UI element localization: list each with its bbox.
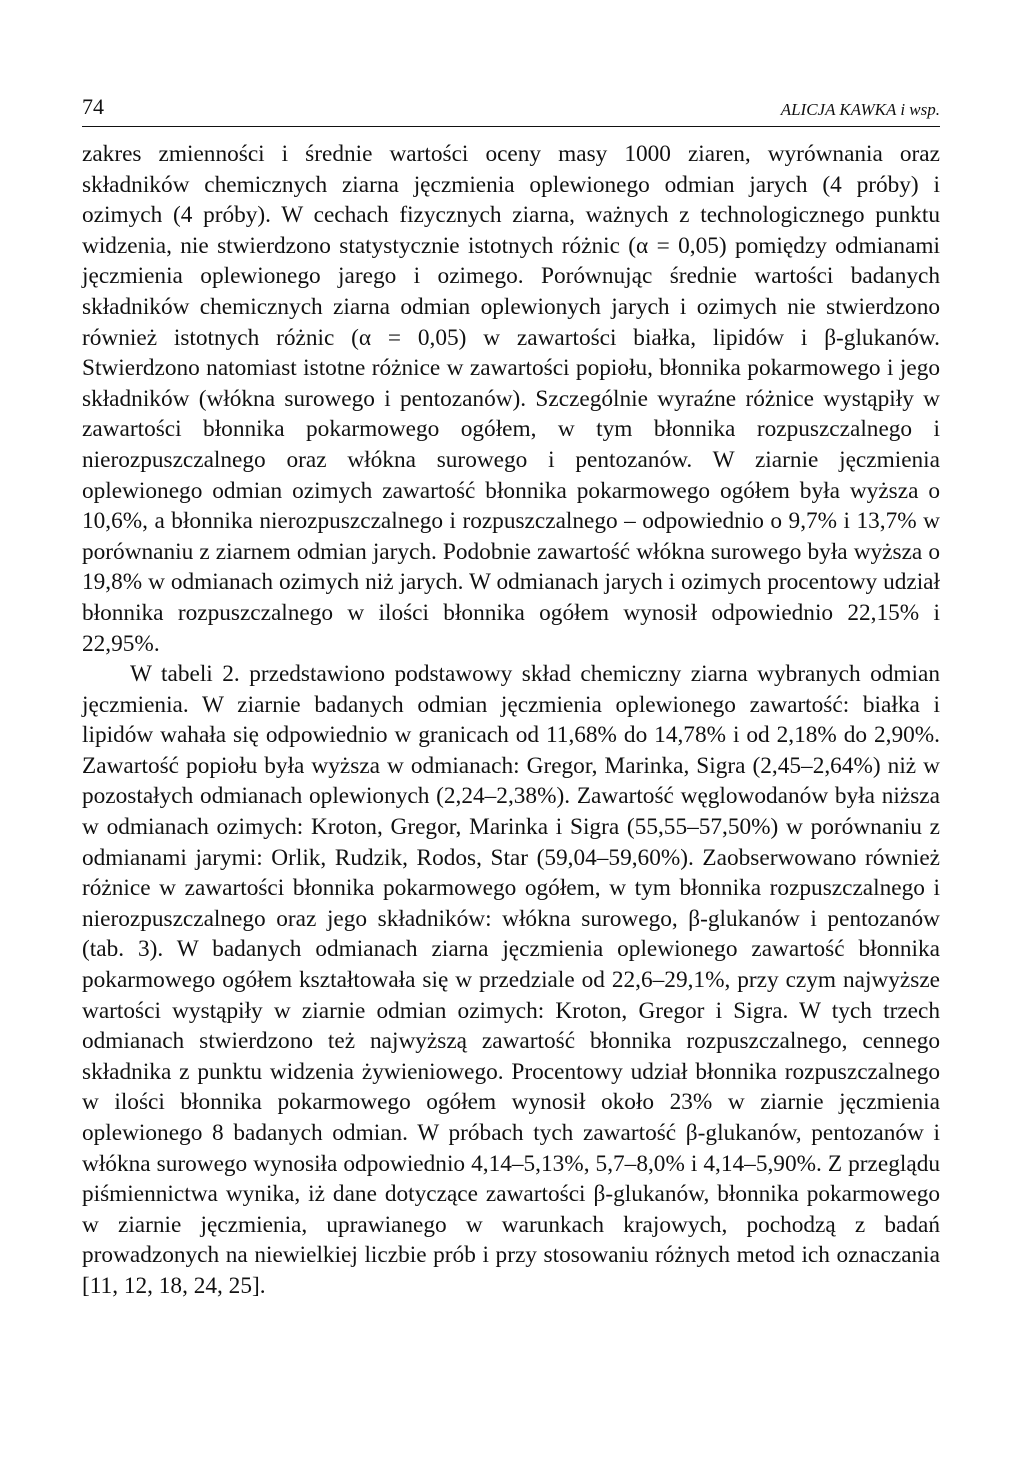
page-number: 74 <box>82 94 104 119</box>
page <box>82 92 940 1302</box>
running-title: ALICJA KAWKA i wsp. <box>780 100 940 119</box>
body-text <box>82 139 940 1302</box>
paragraph-1: zakres zmienności i średnie wartości oceny masy 1000 ziaren, wyrównania oraz składników chemicznych ziarna jęczmienia oplewionego odmian jarych (4 próby) i ozimych (4 próby). W cechach fizycznych ziarna, ważnych z technologicznego punktu widzenia, nie stwierdzono statystycznie istotnych różnic (α = 0,05) pomiędzy odmianami jęczmienia oplewionego jarego i ozimego. Porównując średnie wartości badanych składników chemicznych ziarna odmian oplewionych jarych i ozimych nie stwierdzono również istotnych różnic (α = 0,05) w zawartości białka, lipidów i β-glukanów. Stwierdzono natomiast istotne różnice w zawartości popiołu, błonnika pokarmowego i jego składników (włókna surowego i pentozanów). Szczególnie wyraźne różnice wystąpiły w zawartości błonnika pokarmowego ogółem, w tym błonnika rozpuszczalnego i nierozpuszczalnego oraz włókna surowego i pentozanów. W ziarnie jęczmienia oplewionego odmian ozimych zawartość błonnika pokarmowego ogółem była wyższa o 10,6%, a błonnika nierozpuszczalnego i rozpuszczalnego – odpowiednio o 9,7% i 13,7% w porównaniu z ziarnem odmian jarych. Podobnie zawartość włókna surowego była wyższa o 19,8% w odmianach ozimych niż jarych. W odmianach jarych i ozimych procentowy udział błonnika rozpuszczalnego w ilości błonnika ogółem wynosił odpowiednio 22,15% i 22,95%. <box>82 141 940 657</box>
running-header <box>82 92 940 127</box>
paragraph-2: W tabeli 2. przedstawiono podstawowy skład chemiczny ziarna wybranych odmian jęczmienia. W ziarnie badanych odmian jęczmienia oplewionego zawartość: białka i lipidów wahała się odpowiednio w granicach od 11,68% do 14,78% i od 2,18% do 2,90%. Zawartość popiołu była wyższa w odmianach: Gregor, Marinka, Sigra (2,45–2,64%) niż w pozostałych odmianach oplewionych (2,24–2,38%). Zawartość węglowodanów była niższa w odmianach ozimych: Kroton, Gregor, Marinka i Sigra (55,55–57,50%) w porównaniu z odmianami jarymi: Orlik, Rudzik, Rodos, Star (59,04–59,60%). Zaobserwowano również różnice w zawartości błonnika pokarmowego ogółem, w tym błonnika rozpuszczalnego i nierozpuszczalnego oraz jego składników: włókna surowego, β-glukanów i pentozanów (tab. 3). W badanych odmianach ziarna jęczmienia oplewionego zawartość błonnika pokarmowego ogółem kształtowała się w przedziale od 22,6–29,1%, przy czym najwyższe wartości wystąpiły w ziarnie odmian ozimych: Kroton, Gregor i Sigra. W tych trzech odmianach stwierdzono też najwyższą zawartość błonnika rozpuszczalnego, cennego składnika z punktu widzenia żywieniowego. Procentowy udział błonnika rozpuszczalnego w ilości błonnika pokarmowego ogółem wynosił około 23% w ziarnie jęczmienia oplewionego 8 badanych odmian. W próbach tych zawartość β-glukanów, pentozanów i włókna surowego wynosiła odpowiednio 4,14–5,13%, 5,7–8,0% i 4,14–5,90%. Z przeglądu piśmiennictwa wynika, iż dane dotyczące zawartości β-glukanów, błonnika pokarmowego w ziarnie jęczmienia, uprawianego w warunkach krajowych, pochodzą z badań prowadzonych na niewielkiej liczbie prób i przy stosowaniu różnych metod ich oznaczania [11, 12, 18, 24, 25]. <box>82 661 940 1299</box>
